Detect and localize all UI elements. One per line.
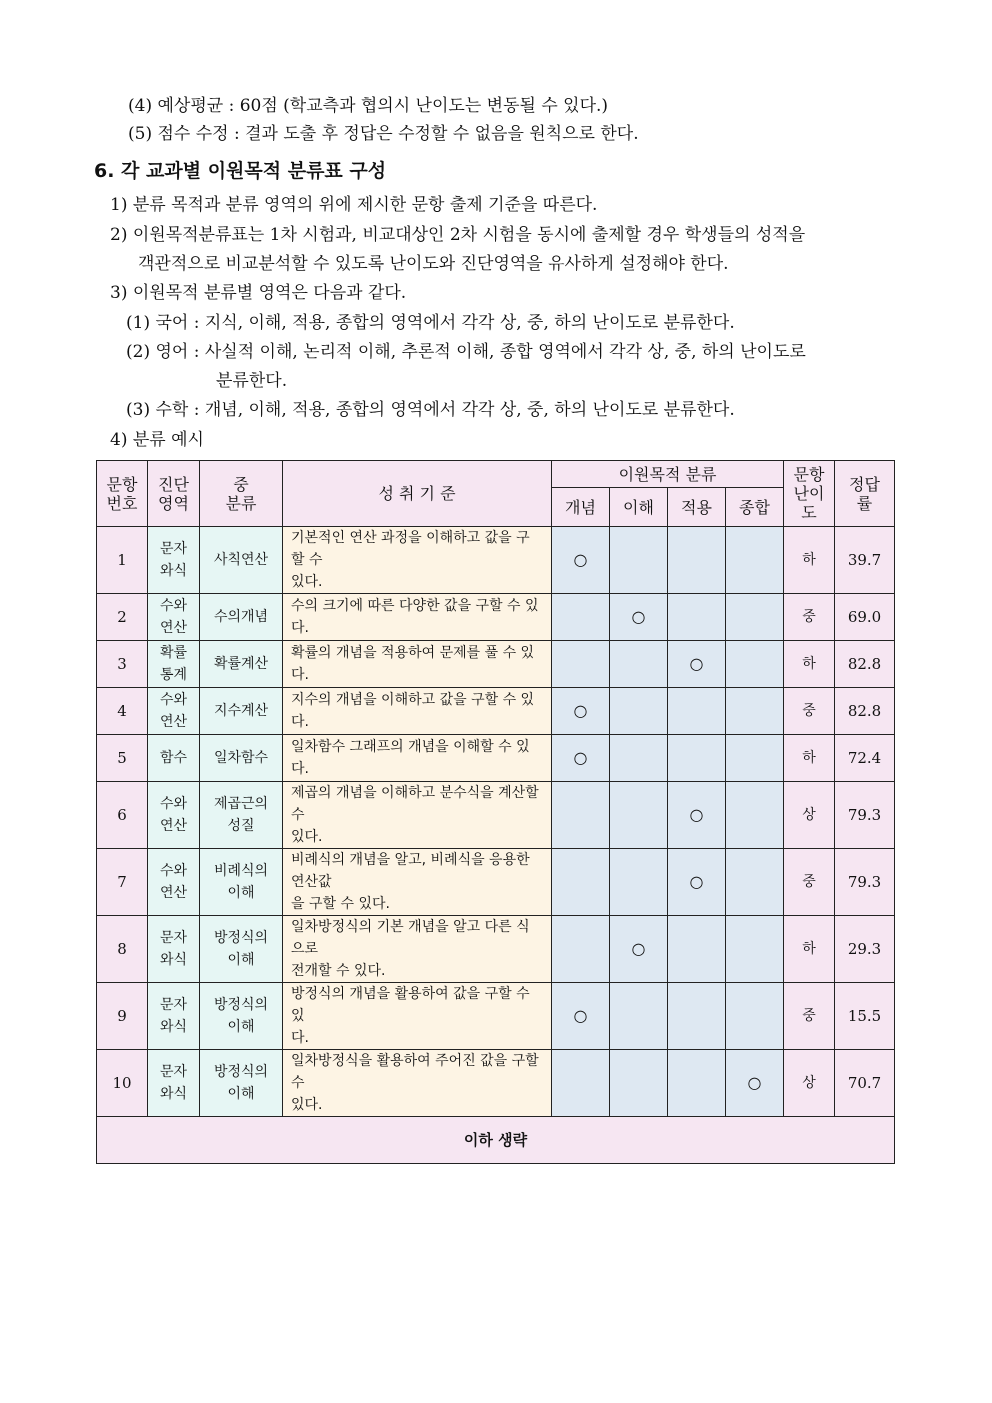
row-difficulty: 상 [784,1050,835,1117]
row-area: 문자 와식 [148,916,200,983]
row-difficulty: 중 [784,849,835,916]
section-title: 6. 각 교과별 이원목적 분류표 구성 [94,160,387,182]
row-purpose-cell [610,688,668,735]
row-number: 5 [97,735,148,782]
expected-average-line: (4) 예상평균 : 60점 (학교측과 협의시 난이도는 변동될 수 있다.) [128,96,609,116]
header-rate: 정답 률 [835,461,895,527]
table-row [97,735,895,782]
row-rate: 72.4 [835,735,895,782]
row-area: 확률 통계 [148,641,200,688]
header-purpose: 이원목적 분류 [552,461,784,488]
header-apply: 적용 [668,488,726,527]
row-purpose-cell: ○ [552,735,610,782]
row-rate: 82.8 [835,641,895,688]
row-purpose-cell [726,641,784,688]
row-purpose-cell [610,641,668,688]
header-concept: 개념 [552,488,610,527]
row-purpose-cell [552,782,610,849]
item-4: 4) 분류 예시 [110,430,204,450]
row-purpose-cell [726,688,784,735]
row-mid-category: 수의개념 [200,594,283,641]
row-criteria: 지수의 개념을 이해하고 값을 구할 수 있다. [283,688,552,735]
header-understand: 이해 [610,488,668,527]
row-difficulty: 하 [784,735,835,782]
row-purpose-cell [668,983,726,1050]
table-row [97,1050,895,1117]
row-purpose-cell [668,735,726,782]
header-area: 진단 영역 [148,461,200,527]
row-purpose-cell [726,849,784,916]
row-rate: 79.3 [835,849,895,916]
row-rate: 29.3 [835,916,895,983]
item-2: 2) 이원목적분류표는 1차 시험과, 비교대상인 2차 시험을 동시에 출제할 경우 학생들의 성적을 [110,225,806,245]
row-difficulty: 중 [784,594,835,641]
row-purpose-cell: ○ [726,1050,784,1117]
row-purpose-cell [668,688,726,735]
row-purpose-cell [552,849,610,916]
row-purpose-cell [610,527,668,594]
row-rate: 79.3 [835,782,895,849]
row-rate: 82.8 [835,688,895,735]
row-purpose-cell [726,527,784,594]
row-area: 수와 연산 [148,849,200,916]
row-purpose-cell [668,594,726,641]
table-row [97,849,895,916]
row-purpose-cell [552,916,610,983]
row-mid-category: 확률계산 [200,641,283,688]
row-number: 2 [97,594,148,641]
row-mid-category: 방정식의 이해 [200,983,283,1050]
table-row [97,782,895,849]
row-purpose-cell [726,735,784,782]
item-2-cont: 객관적으로 비교분석할 수 있도록 난이도와 진단영역을 유사하게 설정해야 한다. [138,254,729,274]
table-row [97,983,895,1050]
row-area: 문자 와식 [148,983,200,1050]
row-difficulty: 상 [784,782,835,849]
row-purpose-cell [726,782,784,849]
row-number: 9 [97,983,148,1050]
row-difficulty: 중 [784,688,835,735]
row-criteria: 일차함수 그래프의 개념을 이해할 수 있다. [283,735,552,782]
row-mid-category: 지수계산 [200,688,283,735]
row-area: 문자 와식 [148,527,200,594]
row-rate: 15.5 [835,983,895,1050]
row-purpose-cell: ○ [610,916,668,983]
row-rate: 39.7 [835,527,895,594]
header-no: 문항 번호 [97,461,148,527]
row-mid-category: 일차함수 [200,735,283,782]
classification-table [96,460,895,1164]
row-criteria: 제곱의 개념을 이해하고 분수식을 계산할 수 있다. [283,782,552,849]
row-purpose-cell: ○ [668,782,726,849]
row-number: 6 [97,782,148,849]
row-purpose-cell: ○ [668,849,726,916]
row-number: 8 [97,916,148,983]
header-synthesis: 종합 [726,488,784,527]
row-purpose-cell: ○ [552,983,610,1050]
table-row [97,688,895,735]
row-criteria: 기본적인 연산 과정을 이해하고 값을 구할 수 있다. [283,527,552,594]
row-mid-category: 제곱근의 성질 [200,782,283,849]
row-purpose-cell [552,594,610,641]
row-purpose-cell [668,527,726,594]
row-area: 수와 연산 [148,688,200,735]
row-purpose-cell: ○ [668,641,726,688]
row-purpose-cell [610,983,668,1050]
row-purpose-cell: ○ [610,594,668,641]
row-purpose-cell [726,983,784,1050]
row-rate: 70.7 [835,1050,895,1117]
table-row [97,641,895,688]
row-purpose-cell: ○ [552,527,610,594]
row-mid-category: 사칙연산 [200,527,283,594]
item-3-3: (3) 수학 : 개념, 이해, 적용, 종합의 영역에서 각각 상, 중, 하의 난이도로 분류한다. [126,400,735,420]
item-3-2-cont: 분류한다. [216,371,288,391]
row-difficulty: 중 [784,983,835,1050]
row-criteria: 일차방정식을 활용하여 주어진 값을 구할 수 있다. [283,1050,552,1117]
row-number: 4 [97,688,148,735]
row-purpose-cell [610,849,668,916]
row-difficulty: 하 [784,916,835,983]
row-purpose-cell [668,916,726,983]
row-area: 함수 [148,735,200,782]
row-mid-category: 방정식의 이해 [200,916,283,983]
row-number: 3 [97,641,148,688]
row-criteria: 확률의 개념을 적용하여 문제를 풀 수 있다. [283,641,552,688]
row-criteria: 일차방정식의 기본 개념을 알고 다른 식으로 전개할 수 있다. [283,916,552,983]
row-purpose-cell [552,1050,610,1117]
row-purpose-cell [552,641,610,688]
row-difficulty: 하 [784,527,835,594]
row-criteria: 비례식의 개념을 알고, 비례식을 응용한 연산값 을 구할 수 있다. [283,849,552,916]
row-purpose-cell [668,1050,726,1117]
row-purpose-cell [726,594,784,641]
row-purpose-cell [610,735,668,782]
row-purpose-cell: ○ [552,688,610,735]
row-purpose-cell [726,916,784,983]
table-row [97,594,895,641]
table-footer: 이하 생략 [97,1117,895,1164]
item-3-2: (2) 영어 : 사실적 이해, 논리적 이해, 추론적 이해, 종합 영역에서 각각 상, 중, 하의 난이도로 [126,342,806,362]
table-row [97,527,895,594]
row-area: 수와 연산 [148,594,200,641]
item-3-1: (1) 국어 : 지식, 이해, 적용, 종합의 영역에서 각각 상, 중, 하의 난이도로 분류한다. [126,313,735,333]
row-difficulty: 하 [784,641,835,688]
row-area: 문자 와식 [148,1050,200,1117]
row-area: 수와 연산 [148,782,200,849]
row-rate: 69.0 [835,594,895,641]
row-criteria: 방정식의 개념을 활용하여 값을 구할 수 있 다. [283,983,552,1050]
header-mid: 중 분류 [200,461,283,527]
row-number: 1 [97,527,148,594]
row-number: 7 [97,849,148,916]
score-revision-line: (5) 점수 수정 : 결과 도출 후 정답은 수정할 수 없음을 원칙으로 한다. [128,124,639,144]
row-mid-category: 방정식의 이해 [200,1050,283,1117]
row-mid-category: 비례식의 이해 [200,849,283,916]
row-criteria: 수의 크기에 따른 다양한 값을 구할 수 있다. [283,594,552,641]
row-number: 10 [97,1050,148,1117]
table-row [97,916,895,983]
item-1: 1) 분류 목적과 분류 영역의 위에 제시한 문항 출제 기준을 따른다. [110,195,598,215]
header-criteria: 성 취 기 준 [283,461,552,527]
item-3: 3) 이원목적 분류별 영역은 다음과 같다. [110,283,407,303]
row-purpose-cell [610,1050,668,1117]
row-purpose-cell [610,782,668,849]
header-difficulty: 문항 난이 도 [784,461,835,527]
